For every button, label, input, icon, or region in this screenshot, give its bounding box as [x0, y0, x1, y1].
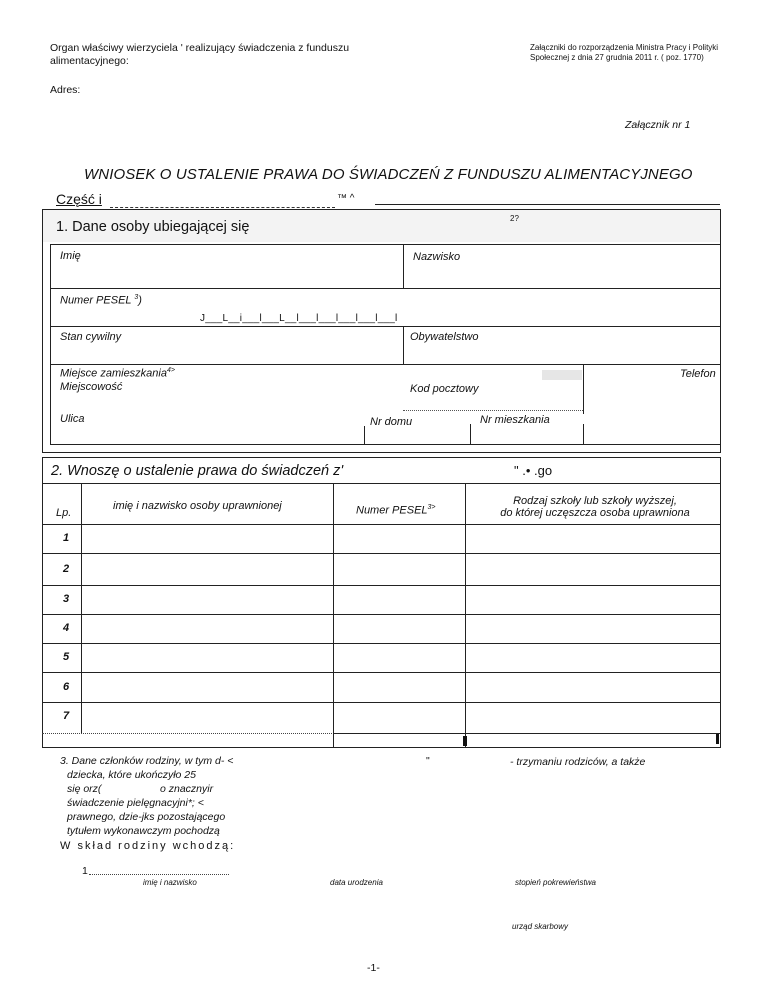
address-label: Adres:	[50, 84, 81, 96]
column-name-header: imię i nazwisko osoby uprawnionej	[113, 500, 282, 512]
column-pesel-header: Numer $PESEL^{3>}$	[356, 504, 436, 517]
street-field[interactable]	[60, 428, 360, 442]
table-row-number: 5	[63, 651, 70, 663]
family-intro: W skład rodziny wchodzą:	[60, 840, 236, 852]
citizenship-label: Obywatelstwo	[410, 331, 479, 343]
section-3-line-2: dziecka, które ukończyło 25	[67, 769, 196, 781]
flat-number-field[interactable]	[476, 430, 578, 442]
tax-office-caption: urząd skarbowy	[512, 922, 569, 931]
family-member-name-field[interactable]	[89, 860, 229, 874]
part-label: Część i	[56, 191, 102, 207]
page-number: -1-	[367, 962, 380, 974]
last-name-label: Nazwisko	[413, 251, 461, 263]
table-row-number: 1	[63, 532, 70, 544]
first-name-label: Imię	[60, 250, 81, 262]
section-3-quote-mark: "	[426, 755, 430, 767]
section-3-line-1: 3. Dane członków rodziny, w tym d- <	[60, 755, 234, 767]
section-3-line-4: świadczenie pielęgnacyjni*; <	[67, 797, 204, 809]
marital-status-field[interactable]	[60, 344, 398, 362]
town-label: Miejscowość	[60, 381, 123, 393]
citizenship-field[interactable]	[410, 344, 715, 362]
postcode-field[interactable]	[410, 397, 575, 411]
pesel-digit-grid[interactable]: J___L__i___l___L__l___l___l___l___l___l	[200, 313, 398, 324]
marital-status-label: Stan cywilny	[60, 331, 122, 343]
section-2-title-tail: " .• .go	[514, 463, 553, 478]
residence-label: Miejsce zamieszkania$^{4>}$	[60, 367, 175, 380]
family-name-caption: imię i nazwisko	[143, 878, 197, 887]
column-lp-header: Lp.	[56, 507, 72, 519]
section-2-title: 2. Wnoszę o ustalenie prawa do świadczeń z'	[51, 463, 344, 479]
column-school-header-1: Rodzaj szkoły lub szkoły wyższej,	[513, 495, 677, 507]
section-1-title: 1. Dane osoby ubiegającej się	[56, 219, 250, 235]
part-mark: ™ ^	[337, 193, 355, 204]
street-label: Ulica	[60, 413, 85, 425]
annex-label: Załącznik nr 1	[625, 119, 691, 131]
house-number-label: Nr domu	[370, 416, 413, 428]
phone-field[interactable]	[590, 382, 715, 422]
regulation-line-2: Społecznej z dnia 27 grudnia 2011 r. ( poz. 1770)	[530, 53, 704, 62]
first-name-field[interactable]	[60, 262, 398, 284]
phone-label: Telefon	[680, 368, 716, 380]
part-line	[375, 204, 720, 205]
table-row-school-cell[interactable]	[468, 528, 718, 550]
organ-line-2: alimentacyjnego:	[50, 55, 129, 67]
pesel-label: Numer PESEL $^3$)	[60, 294, 142, 307]
table-row-number: 2	[63, 563, 70, 575]
house-number-field[interactable]	[370, 430, 465, 442]
family-entry-number: 1	[82, 865, 88, 877]
town-field[interactable]	[60, 395, 390, 409]
section-1-corner-mark: 2?	[510, 214, 519, 223]
family-dob-caption: data urodzenia	[330, 878, 383, 887]
postcode-label: Kod pocztowy	[410, 383, 479, 395]
section-3-line-5: prawnego, dzie-jks pozostającego	[67, 811, 226, 823]
table-row-number: 3	[63, 593, 70, 605]
section-3-line-3a: się orz(	[67, 783, 102, 795]
form-title: WNIOSEK O USTALENIE PRAWA DO ŚWIADCZEŃ Z FUNDUSZU ALIMENTACYJNEGO	[84, 166, 693, 183]
section-3-right-text: - trzymaniu rodziców, a także	[510, 756, 646, 768]
section-3-line-3b: o znacznyir	[160, 783, 214, 795]
section-3-line-6: tytułem wykonawczym pochodzą	[67, 825, 220, 837]
regulation-line-1: Załączniki do rozporządzenia Ministra Pracy i Polityki	[530, 43, 719, 52]
column-school-header-2: do której uczęszcza osoba uprawniona	[500, 507, 690, 519]
flat-number-label: Nr mieszkania	[480, 414, 550, 426]
table-row-number: 4	[63, 622, 70, 634]
table-row-number: 6	[63, 681, 70, 693]
table-row-number: 7	[63, 710, 70, 722]
part-dashed-line	[110, 207, 335, 208]
last-name-field[interactable]	[410, 264, 715, 286]
table-row-name-cell[interactable]	[84, 528, 330, 550]
organ-line-1: Organ właściwy wierzyciela ' realizujący świadczenia z funduszu	[50, 42, 350, 54]
family-relation-caption: stopień pokrewieństwa	[515, 878, 596, 887]
table-row-pesel-cell[interactable]	[336, 528, 462, 550]
